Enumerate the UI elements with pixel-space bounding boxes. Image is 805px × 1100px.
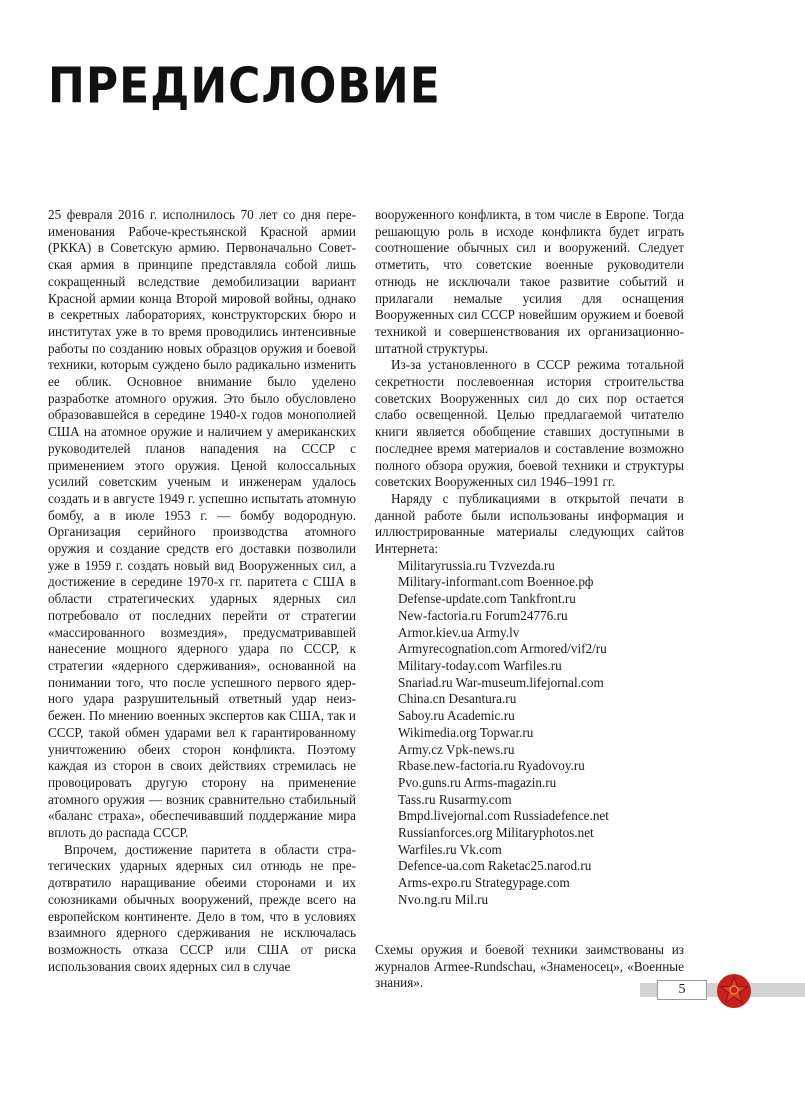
website-list-item: Nvo.ng.ru Mil.ru (398, 891, 489, 907)
website-list-item: Militaryrussia.ru Tvzvezda.ru (398, 557, 555, 573)
website-list-item: Tass.ru Rusarmy.com (398, 791, 512, 807)
spacer (375, 909, 684, 926)
website-list (375, 558, 684, 909)
paragraph: Впрочем, достижение паритета в области стратегических ударных ядерных сил отнюдь не предотвратило наращивание обеими сторонами и их союзниками обычных вооружений, прежде всего на европейском континенте. Дело в том, что в условиях взаимного ядерного сдерживания не исключалась возможность отказа СССР или США от риска использования своих ядерных сил в случае (48, 841, 356, 974)
website-list-item: Rbase.new-factoria.ru Ryadovoy.ru (398, 758, 585, 774)
website-list-item: Snariad.ru War-museum.lifejornal.com (398, 674, 604, 690)
website-list-item: Defense-update.com Tankfront.ru (398, 591, 576, 607)
website-list-item: Military-today.com Warfiles.ru (398, 657, 562, 673)
website-list-item: New-factoria.ru Forum24776.ru (398, 607, 568, 623)
website-list-item: Saboy.ru Academic.ru (398, 708, 515, 724)
website-list-item: Military-informant.com Военное.рф (398, 574, 594, 590)
closing-paragraph: Схемы оружия и боевой техники заимствованы из журналов Armee-Rundschau, «Знаменосец», «Военные знания». (375, 941, 684, 991)
right-text-column (375, 207, 684, 992)
website-list-item: Army.cz Vpk-news.ru (398, 741, 515, 757)
website-list-item: Armyrecognation.com Armored/vif2/ru (398, 641, 607, 657)
paragraph: Из-за установленного в СССР режима тотальной секретности послевоенная история строительства советских Вооруженных сил до сих пор остается слабо освещенной. Целью предлагаемой читателю книги является обобщение ставших доступными в последнее время материалов и составление возможно полного обзора оружия, боевой техники и структуры советских Вооруженных сил 1946–1991 гг. (375, 357, 684, 490)
red-star-icon (714, 971, 754, 1011)
website-list-item: Arms-expo.ru Strategypage.com (398, 875, 570, 891)
left-text-column (48, 207, 356, 975)
page-number: 5 (657, 980, 707, 1000)
website-list-item: Warfiles.ru Vk.com (398, 841, 502, 857)
website-list-item: Armor.kiev.ua Army.lv (398, 624, 520, 640)
paragraph: вооруженного конфликта, в том числе в Европе. Тогда решающую роль в исходе конфликта будет играть соотношение обычных сил и вооружений. Следует отметить, что советские военные руководители отнюдь не исключали такое развитие событий и прилагали немалые усилия для оснащения Вооруженных сил СССР новейшим оружием и боевой техникой и совершенствования их организационно-штатной структуры. (375, 207, 684, 356)
paragraph: 25 февраля 2016 г. исполнилось 70 лет со дня переименования Рабоче-крестьянской Красной армии (РККА) в Советскую армию. Первоначально Советская армия в принципе представляла собой лишь сокращенный вследствие демобилизации вариант Красной армии конца Второй мировой войны, однако в секретных лабораториях, конструкторских бюро и институтах уже в то время проводились интенсивные работы по созданию новых образцов оружия и боевой техники, которым суждено было радикально изменить ее облик. Основное внимание было уделено разработке атомного оружия. Это было обусловлено образовавшейся в середине 1940-х годов монополией США на атомное оружие и наличием у американских руководителей планов нападения на СССР с применением этого оружия. Ценой колоссальных усилий советским ученым и инженерам удалось создать и в августе 1949 г. успешно испытать атомную бомбу, а в июле 1953 г. — бомбу водородную. Организация серийного производства атомного оружия и создание средств его доставки позволили уже в 1959 г. создать новый вид Вооруженных сил, а достижение в середине 1970-х гг. паритета с США в области стратегических ударных ядерных сил потребовало от последних перейти от стратегии «массированного возмездия», предусматривавшей нанесение мощного ядерного удара по СССР, к стратегии «ядерного сдерживания», основанной на понимании того, что после успешного первого ядерного удара разрушительный ответный удар неизбежен. По мнению военных экспертов как США, так и СССР, такой обмен ударами вел к гарантированному уничтожению обеих сторон конфликта. Поэтому каждая из сторон в своих действиях стремилась не провоцировать другую сторону на применение атомного оружия — возник сравнительно стабильный «баланс страха», обеспечивавший поддержание мира вплоть до распада СССР. (48, 207, 356, 841)
website-list-item: Pvo.guns.ru Arms-magazin.ru (398, 774, 557, 790)
website-list-item: Defence-ua.com Raketac25.narod.ru (398, 858, 592, 874)
website-list-item: Bmpd.livejornal.com Russiadefence.net (398, 808, 609, 824)
website-list-item: Russianforces.org Militaryphotos.net (398, 825, 594, 841)
website-list-item: Wikimedia.org Topwar.ru (398, 724, 534, 740)
paragraph: Наряду с публикациями в открытой печати в данной работе были использованы информация и иллюстрированные материалы следующих сайтов Интернета: (375, 490, 684, 557)
page-title: ПРЕДИСЛОВИЕ (48, 57, 441, 115)
spacer (375, 925, 684, 942)
website-list-item: China.cn Desantura.ru (398, 691, 517, 707)
